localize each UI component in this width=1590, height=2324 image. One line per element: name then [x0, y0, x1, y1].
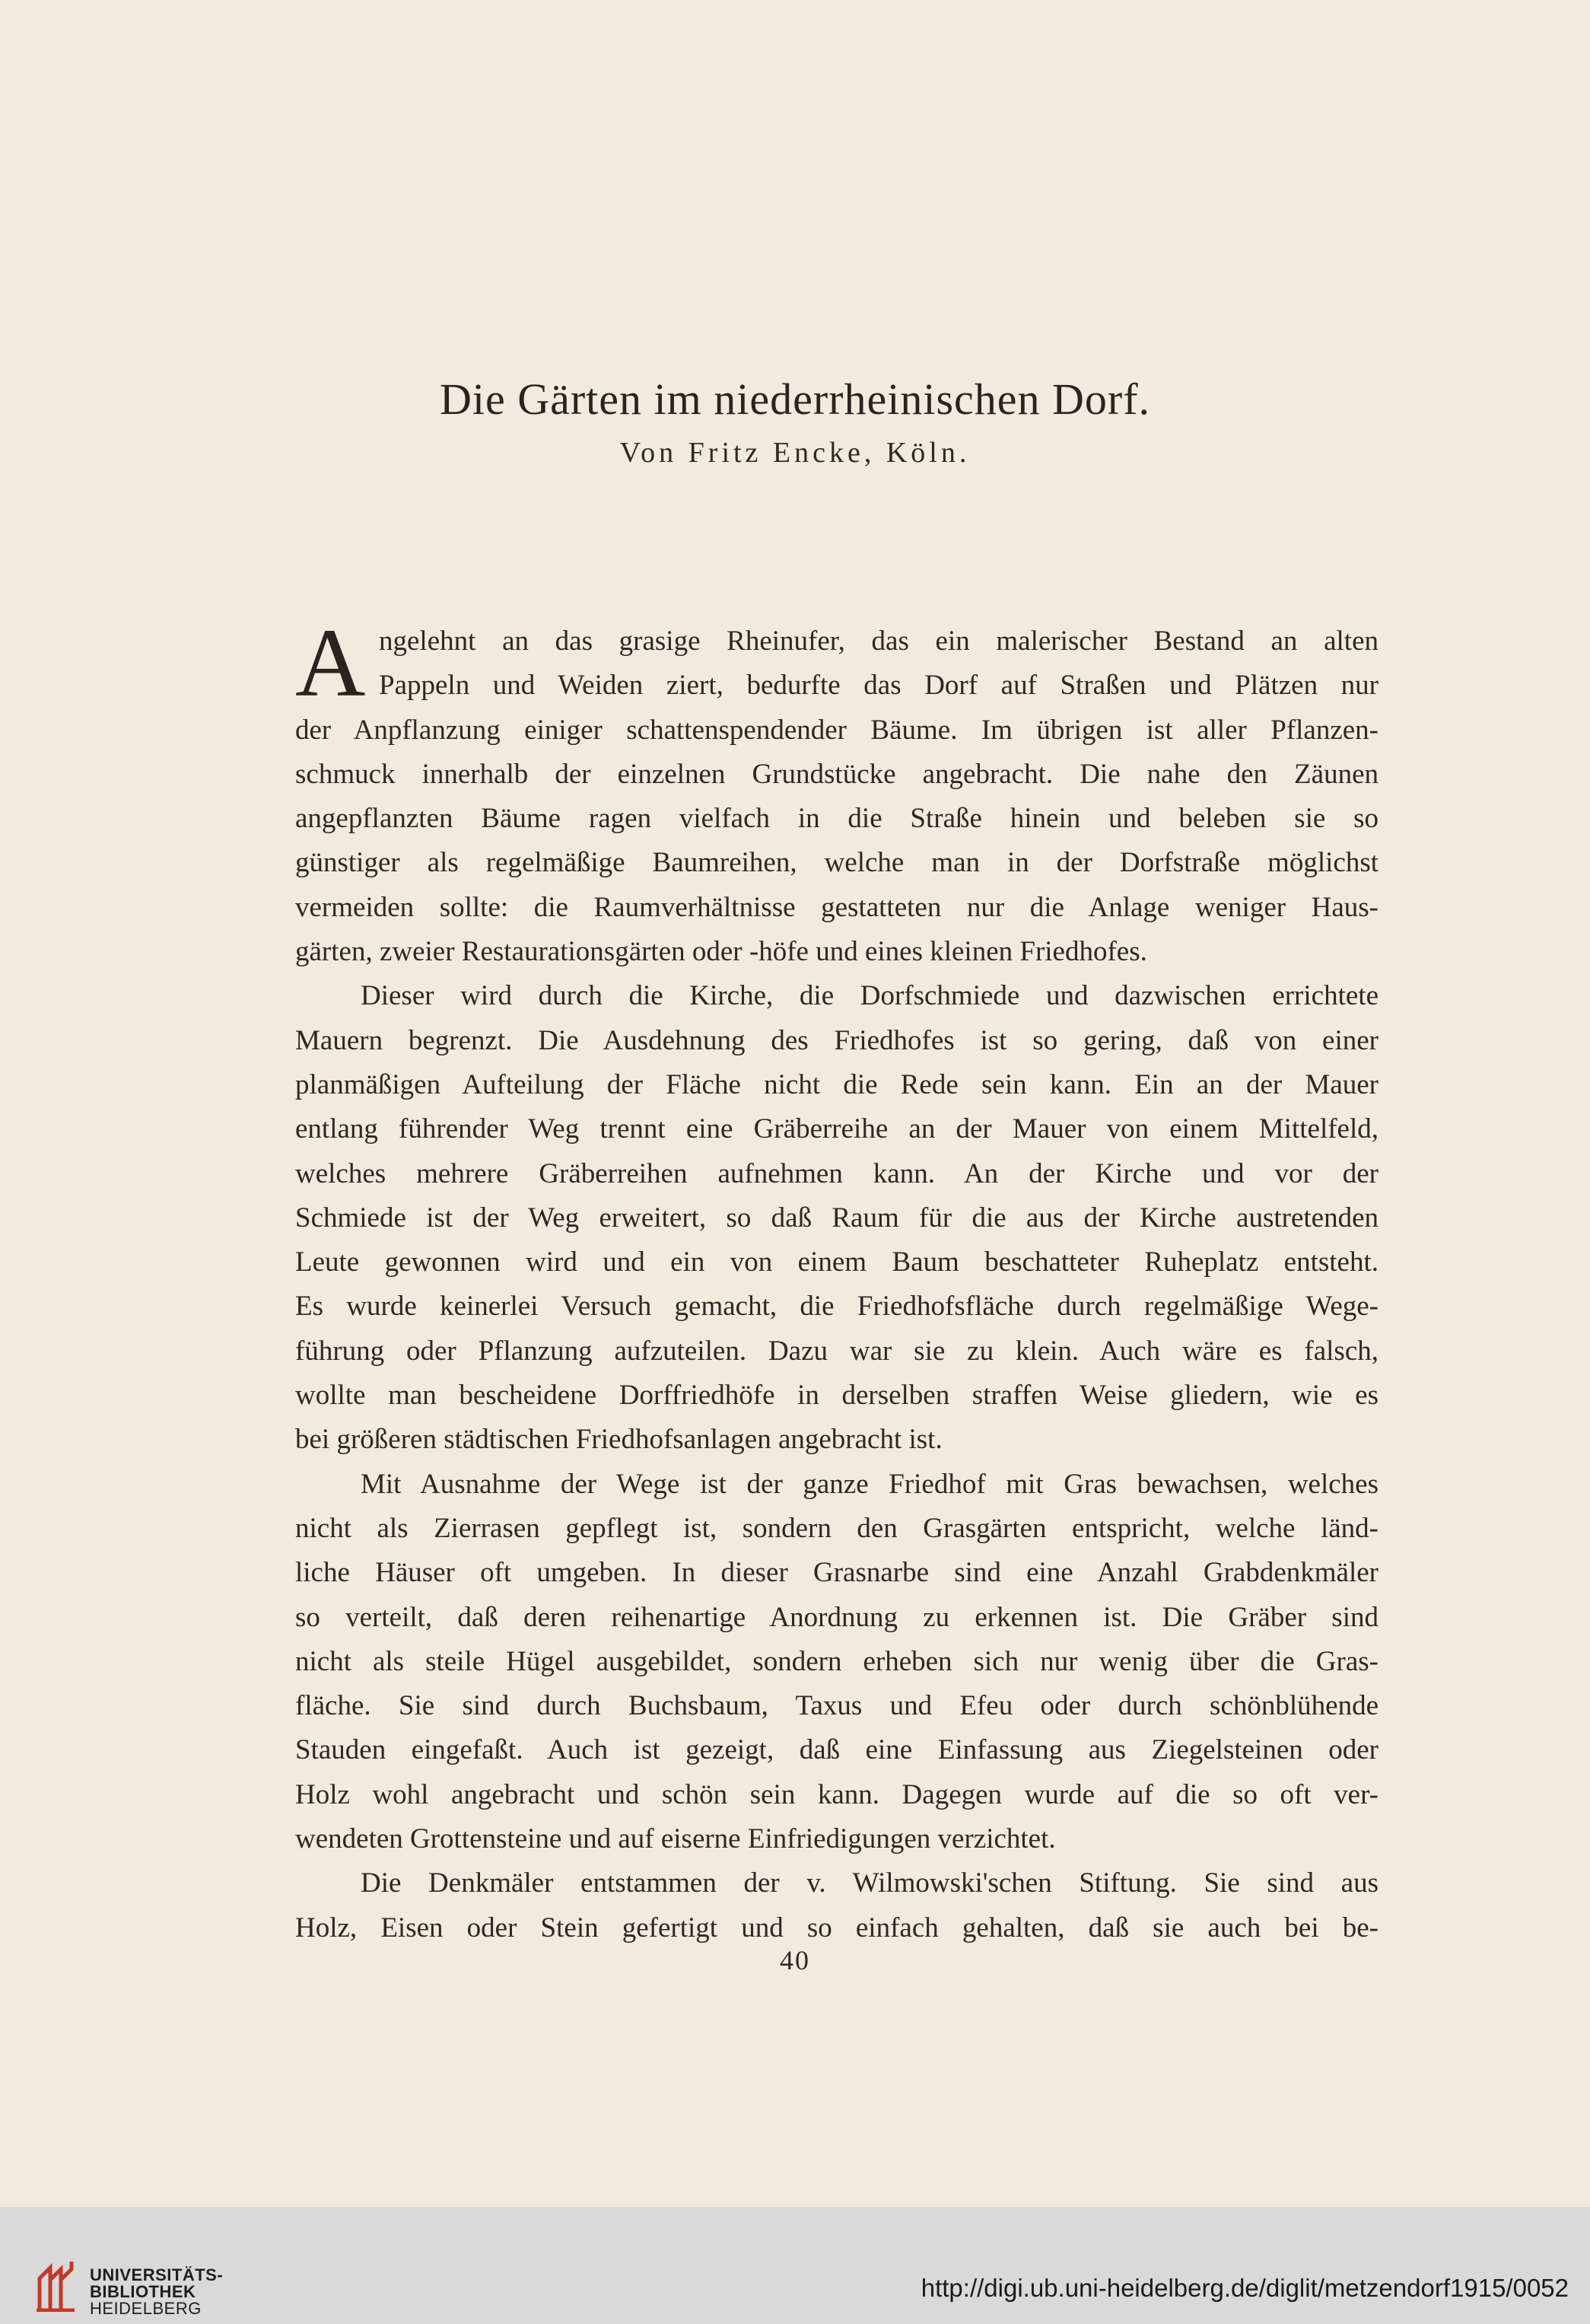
library-footer-bar — [0, 2207, 1590, 2324]
article-byline: Von Fritz Encke, Köln. — [619, 437, 971, 469]
page-number: 40 — [780, 1945, 810, 1975]
body-line: nicht als steile Hügel ausgebildet, sondern erheben sich nur wenig über die Gras- — [295, 1645, 1379, 1677]
body-line: Holz, Eisen oder Stein gefertigt und so einfach gehalten, daß sie auch bei be- — [295, 1912, 1379, 1944]
article-title: Die Gärten im niederrheinischen Dorf. — [439, 374, 1151, 424]
library-name — [90, 2267, 223, 2317]
body-line: vermeiden sollte: die Raumverhältnisse gestatteten nur die Anlage weniger Haus- — [295, 891, 1379, 923]
drop-cap-block — [295, 609, 1379, 717]
library-name-line: HEIDELBERG — [90, 2299, 202, 2318]
body-line: Pappeln und Weiden ziert, bedurfte das Dorf auf Straßen und Plätzen nur — [379, 670, 1379, 702]
body-line: Stauden eingefaßt. Auch ist gezeigt, daß eine Einfassung aus Ziegelsteinen oder — [295, 1734, 1379, 1766]
body-line: ngelehnt an das grasige Rheinufer, das ein malerischer Bestand an alten — [379, 626, 1379, 657]
body-line: Schmiede ist der Weg erweitert, so daß Raum für die aus der Kirche austretenden — [295, 1202, 1379, 1234]
drop-cap: A — [295, 609, 366, 717]
body-line: der Anpflanzung einiger schattenspendender Bäume. Im übrigen ist aller Pflanzen- — [295, 714, 1379, 746]
library-name-line: BIBLIOTHEK — [90, 2282, 196, 2301]
body-line: Mauern begrenzt. Die Ausdehnung des Friedhofes ist so gering, daß von einer — [295, 1024, 1379, 1056]
body-line: welches mehrere Gräberreihen aufnehmen kann. An der Kirche und vor der — [295, 1157, 1379, 1189]
body-line: angepflanzten Bäume ragen vielfach in die Straße hinein und beleben sie so — [295, 803, 1379, 835]
body-line: Es wurde keinerlei Versuch gemacht, die Friedhofsfläche durch regelmäßige Wege- — [295, 1291, 1379, 1323]
body-line: gärten, zweier Restaurationsgärten oder -höfe und eines kleinen Friedhofes. — [295, 936, 1147, 968]
body-line: planmäßigen Aufteilung der Fläche nicht die Rede sein kann. Ein an der Mauer — [295, 1068, 1379, 1100]
body-line: Mit Ausnahme der Wege ist der ganze Friedhof mit Gras bewachsen, welches — [361, 1468, 1379, 1500]
body-line: entlang führender Weg trennt eine Gräberreihe an der Mauer von einem Mittelfeld, — [295, 1113, 1379, 1145]
body-line: günstiger als regelmäßige Baumreihen, welche man in der Dorfstraße möglichst — [295, 847, 1379, 879]
body-line: schmuck innerhalb der einzelnen Grundstücke angebracht. Die nahe den Zäunen — [295, 758, 1379, 790]
library-logo-icon — [33, 2257, 94, 2312]
body-line: liche Häuser oft umgeben. In dieser Grasnarbe sind eine Anzahl Grabdenkmäler — [295, 1557, 1379, 1589]
body-line: Die Denkmäler entstammen der v. Wilmowski'schen Stiftung. Sie sind aus — [361, 1867, 1379, 1899]
article-body — [295, 609, 1379, 1950]
body-line: wollte man bescheidene Dorffriedhöfe in derselben straffen Weise gliedern, wie es — [295, 1380, 1379, 1412]
body-line: Dieser wird durch die Kirche, die Dorfschmiede und dazwischen errichtete — [361, 980, 1379, 1012]
body-line: Leute gewonnen wird und ein von einem Baum beschatteter Ruheplatz entsteht. — [295, 1246, 1379, 1278]
body-line: wendeten Grottensteine und auf eiserne Einfriedigungen verzichtet. — [295, 1823, 1056, 1855]
permalink-url[interactable]: http://digi.ub.uni-heidelberg.de/diglit/metzendorf1915/0052 — [921, 2274, 1569, 2302]
body-line: führung oder Pflanzung aufzuteilen. Dazu war sie zu klein. Auch wäre es falsch, — [295, 1335, 1379, 1367]
body-line: fläche. Sie sind durch Buchsbaum, Taxus und Efeu oder durch schönblühende — [295, 1690, 1379, 1722]
library-name-line: UNIVERSITÄTS- — [90, 2265, 224, 2284]
body-line: so verteilt, daß deren reihenartige Anordnung zu erkennen ist. Die Gräber sind — [295, 1601, 1379, 1633]
body-line: Holz wohl angebracht und schön sein kann. Dagegen wurde auf die so oft ver- — [295, 1778, 1379, 1810]
body-line: bei größeren städtischen Friedhofsanlagen angebracht ist. — [295, 1424, 943, 1456]
body-line: nicht als Zierrasen gepflegt ist, sondern den Grasgärten entspricht, welche länd- — [295, 1512, 1379, 1544]
